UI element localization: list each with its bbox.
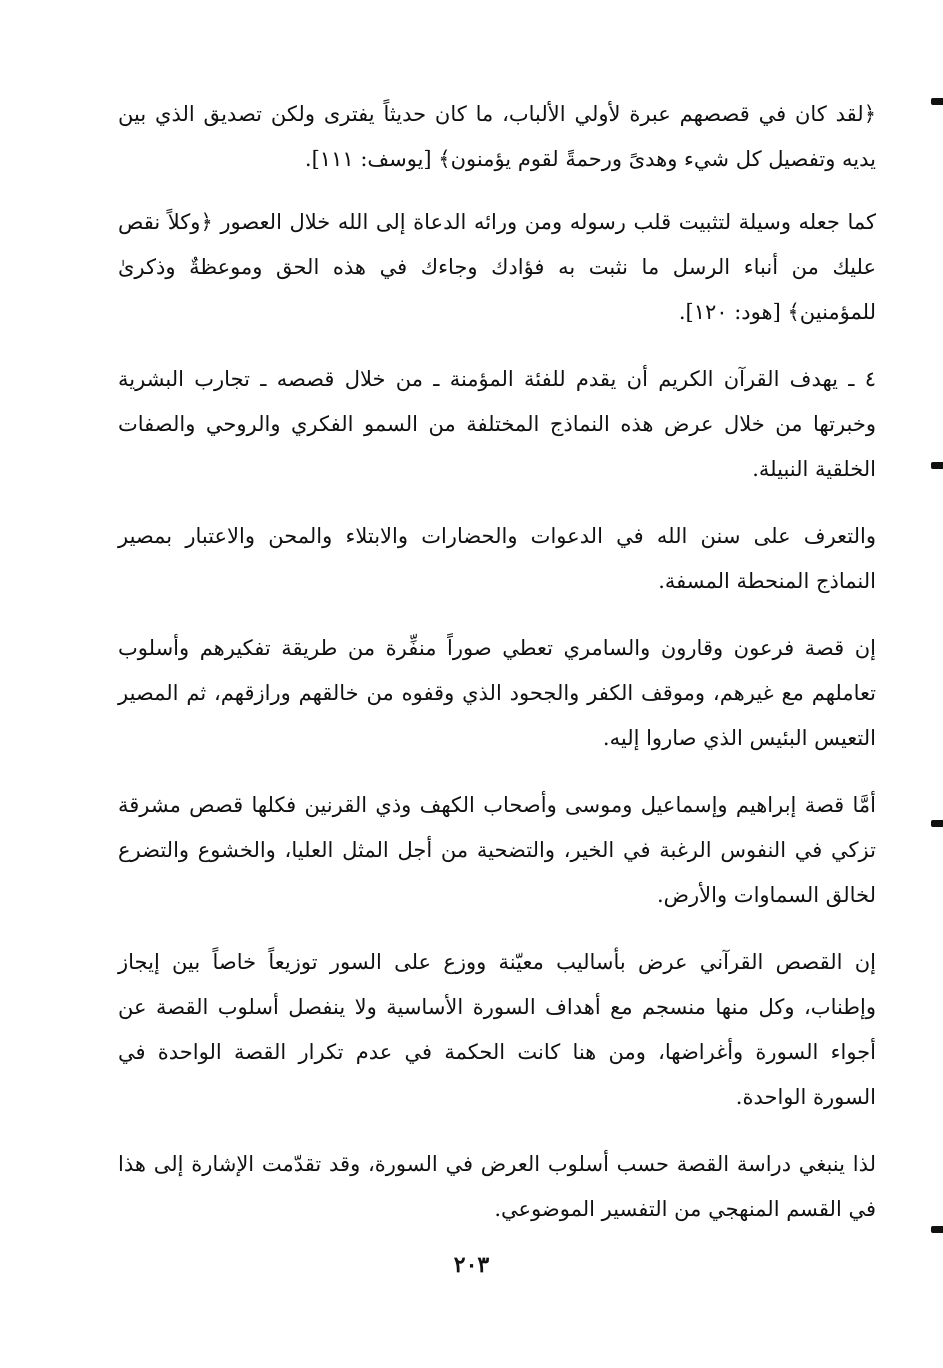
scan-edge-mark xyxy=(931,462,943,469)
page-number: ٢٠٣ xyxy=(453,1252,490,1278)
page-body xyxy=(118,92,876,1254)
paragraph-sunan: والتعرف على سنن الله في الدعوات والحضارات والابتلاء والمحن والاعتبار بمصير النماذج المنحطة المسفة. xyxy=(118,524,876,593)
scan-edge-mark xyxy=(931,820,943,827)
paragraph-quran-yusuf: ﴿لقد كان في قصصهم عبرة لأولي الألباب، ما كان حديثاً يفترى ولكن تصديق الذي بين يديه وتفصيل كل شيء وهدىً ورحمةً لقوم يؤمنون﴾ [يوسف: ١١١]. xyxy=(118,102,876,171)
scan-edge-mark xyxy=(931,98,943,105)
paragraph-quranic-style: إن القصص القرآني عرض بأساليب معيّنة ووزع على السور توزيعاً خاصاً بين إيجاز وإطناب، وكل منها منسجم مع أهداف السورة الأساسية ولا ينفصل أسلوب القصة عن أجواء السورة وأغراضها، ومن هنا كانت الحكمة في عدم تكرار القصة الواحدة في السورة الواحدة. xyxy=(118,950,876,1109)
paragraph-conclusion: لذا ينبغي دراسة القصة حسب أسلوب العرض في السورة، وقد تقدّمت الإشارة إلى هذا في القسم المنهجي من التفسير الموضوعي. xyxy=(118,1152,876,1221)
paragraph-prophets-stories: أمَّا قصة إبراهيم وإسماعيل وموسى وأصحاب الكهف وذي القرنين فكلها قصص مشرقة تزكي في النفوس الرغبة في الخير، والتضحية من أجل المثل العليا، والخشوع والتضرع لخالق السماوات والأرض. xyxy=(118,793,876,907)
paragraph-point-4: ٤ ـ يهدف القرآن الكريم أن يقدم للفئة المؤمنة ـ من خلال قصصه ـ تجارب البشرية وخبرتها من خلال عرض هذه النماذج المختلفة من السمو الفكري والروحي والصفات الخلقية النبيلة. xyxy=(118,367,876,481)
paragraph-pharaoh-story: إن قصة فرعون وقارون والسامري تعطي صوراً منفِّرة من طريقة تفكيرهم وأسلوب تعاملهم مع غيرهم، وموقف الكفر والجحود الذي وقفوه من خالقهم ورازقهم، ثم المصير التعيس البئيس الذي صاروا إليه. xyxy=(118,636,876,750)
paragraph-quran-hud: كما جعله وسيلة لتثبيت قلب رسوله ومن ورائه الدعاة إلى الله خلال العصور ﴿وكلاً نقص عليك من أنباء الرسل ما نثبت به فؤادك وجاءك في هذه الحق وموعظةٌ وذكرىٰ للمؤمنين﴾ [هود: ١٢٠]. xyxy=(118,210,876,324)
scan-edge-mark xyxy=(931,1226,943,1233)
